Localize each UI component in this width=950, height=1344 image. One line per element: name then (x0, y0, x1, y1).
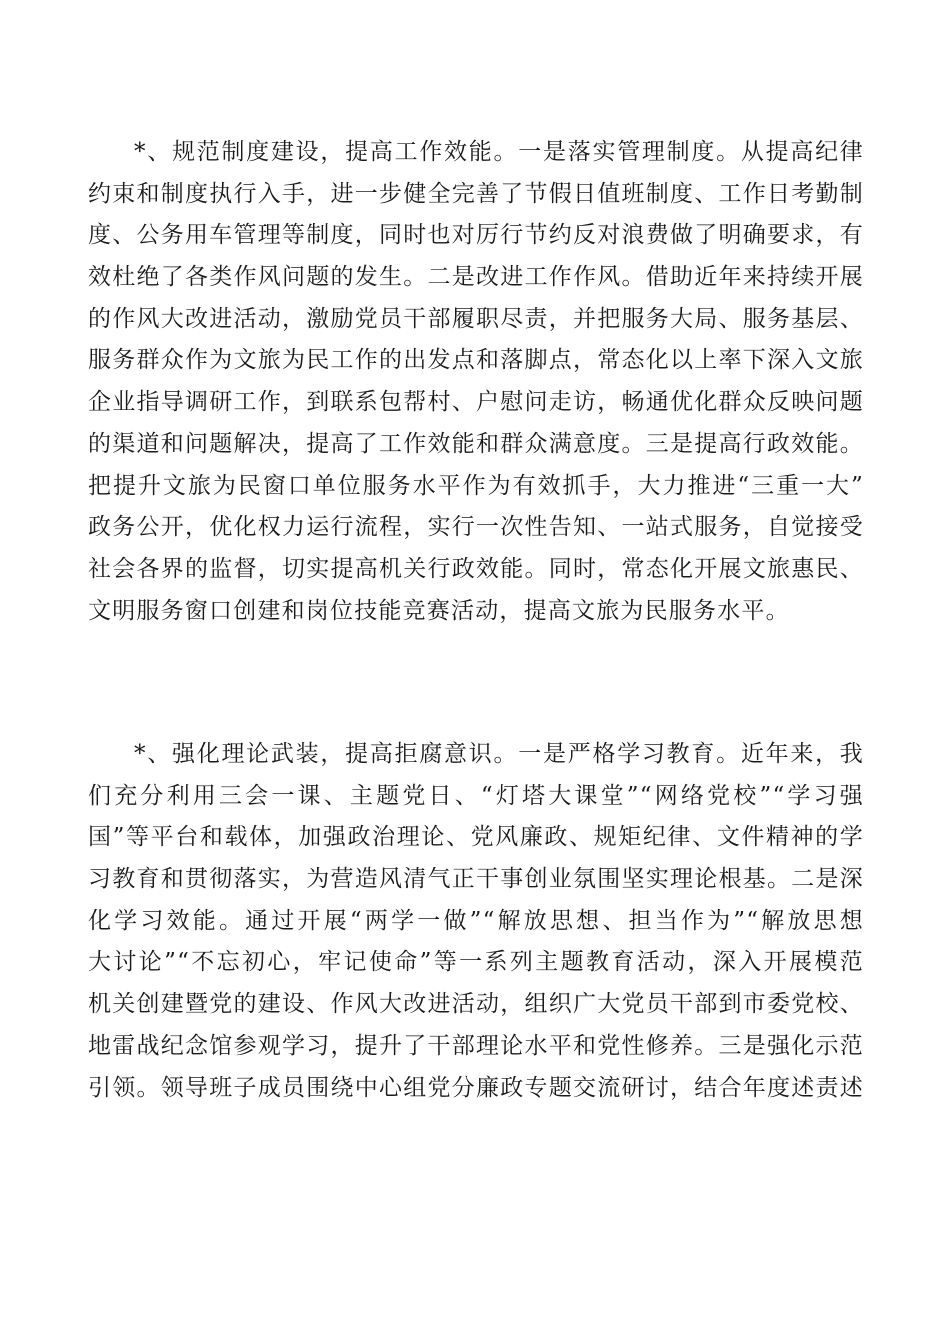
paragraph-line: 大讨论”“不忘初心，牢记使命”等一系列主题教育活动，深入开展模范 (88, 949, 864, 976)
paragraph-line: 服务群众作为文旅为民工作的出发点和落脚点，常态化以上率下深入文旅 (88, 347, 864, 374)
paragraph-line: 社会各界的监督，切实提高机关行政效能。同时，常态化开展文旅惠民、 (88, 555, 864, 582)
paragraph-line: 地雷战纪念馆参观学习，提升了干部理论水平和党性修养。三是强化示范 (88, 1032, 864, 1059)
paragraph-line: 的作风大改进活动，激励党员干部履职尽责，并把服务大局、服务基层、 (88, 305, 864, 332)
paragraph-line: 引领。领导班子成员围绕中心组党分廉政专题交流研讨，结合年度述责述 (88, 1074, 864, 1101)
paragraph-line: 企业指导调研工作，到联系包帮村、户慰问走访，畅通优化群众反映问题 (88, 389, 864, 416)
paragraph-line: 国”等平台和载体，加强政治理论、党风廉政、规矩纪律、文件精神的学 (88, 824, 864, 851)
paragraph-line: *、规范制度建设，提高工作效能。一是落实管理制度。从提高纪律 (134, 139, 864, 165)
paragraph-line: 化学习效能。通过开展“两学一做”“解放思想、担当作为”“解放思想 (88, 907, 864, 934)
paragraph-system-building (88, 132, 864, 632)
paragraph-line: 文明服务窗口创建和岗位技能竞赛活动，提高文旅为民服务水平。 (88, 597, 790, 624)
paragraph-line: *、强化理论武装，提高拒腐意识。一是严格学习教育。近年来，我 (134, 741, 864, 767)
paragraph-line: 约束和制度执行入手，进一步健全完善了节假日值班制度、工作日考勤制 (88, 180, 864, 207)
paragraph-line: 度、公务用车管理等制度，同时也对厉行节约反对浪费做了明确要求，有 (88, 222, 864, 249)
paragraph-line: 效杜绝了各类作风问题的发生。二是改进工作作风。借助近年来持续开展 (88, 264, 864, 291)
paragraph-line: 把提升文旅为民窗口单位服务水平作为有效抓手，大力推进“三重一大” (88, 472, 864, 499)
paragraph-line: 的渠道和问题解决，提高了工作效能和群众满意度。三是提高行政效能。 (88, 430, 864, 457)
paragraph-line: 政务公开，优化权力运行流程，实行一次性告知、一站式服务，自觉接受 (88, 514, 864, 541)
paragraph-line: 机关创建暨党的建设、作风大改进活动，组织广大党员干部到市委党校、 (88, 991, 864, 1018)
paragraph-theory-study (88, 734, 864, 1109)
paragraph-line: 习教育和贯彻落实，为营造风清气正干事创业氛围坚实理论根基。二是深 (88, 866, 864, 893)
paragraph-line: 们充分利用三会一课、主题党日、“灯塔大课堂”“网络党校”“学习强 (88, 782, 864, 809)
